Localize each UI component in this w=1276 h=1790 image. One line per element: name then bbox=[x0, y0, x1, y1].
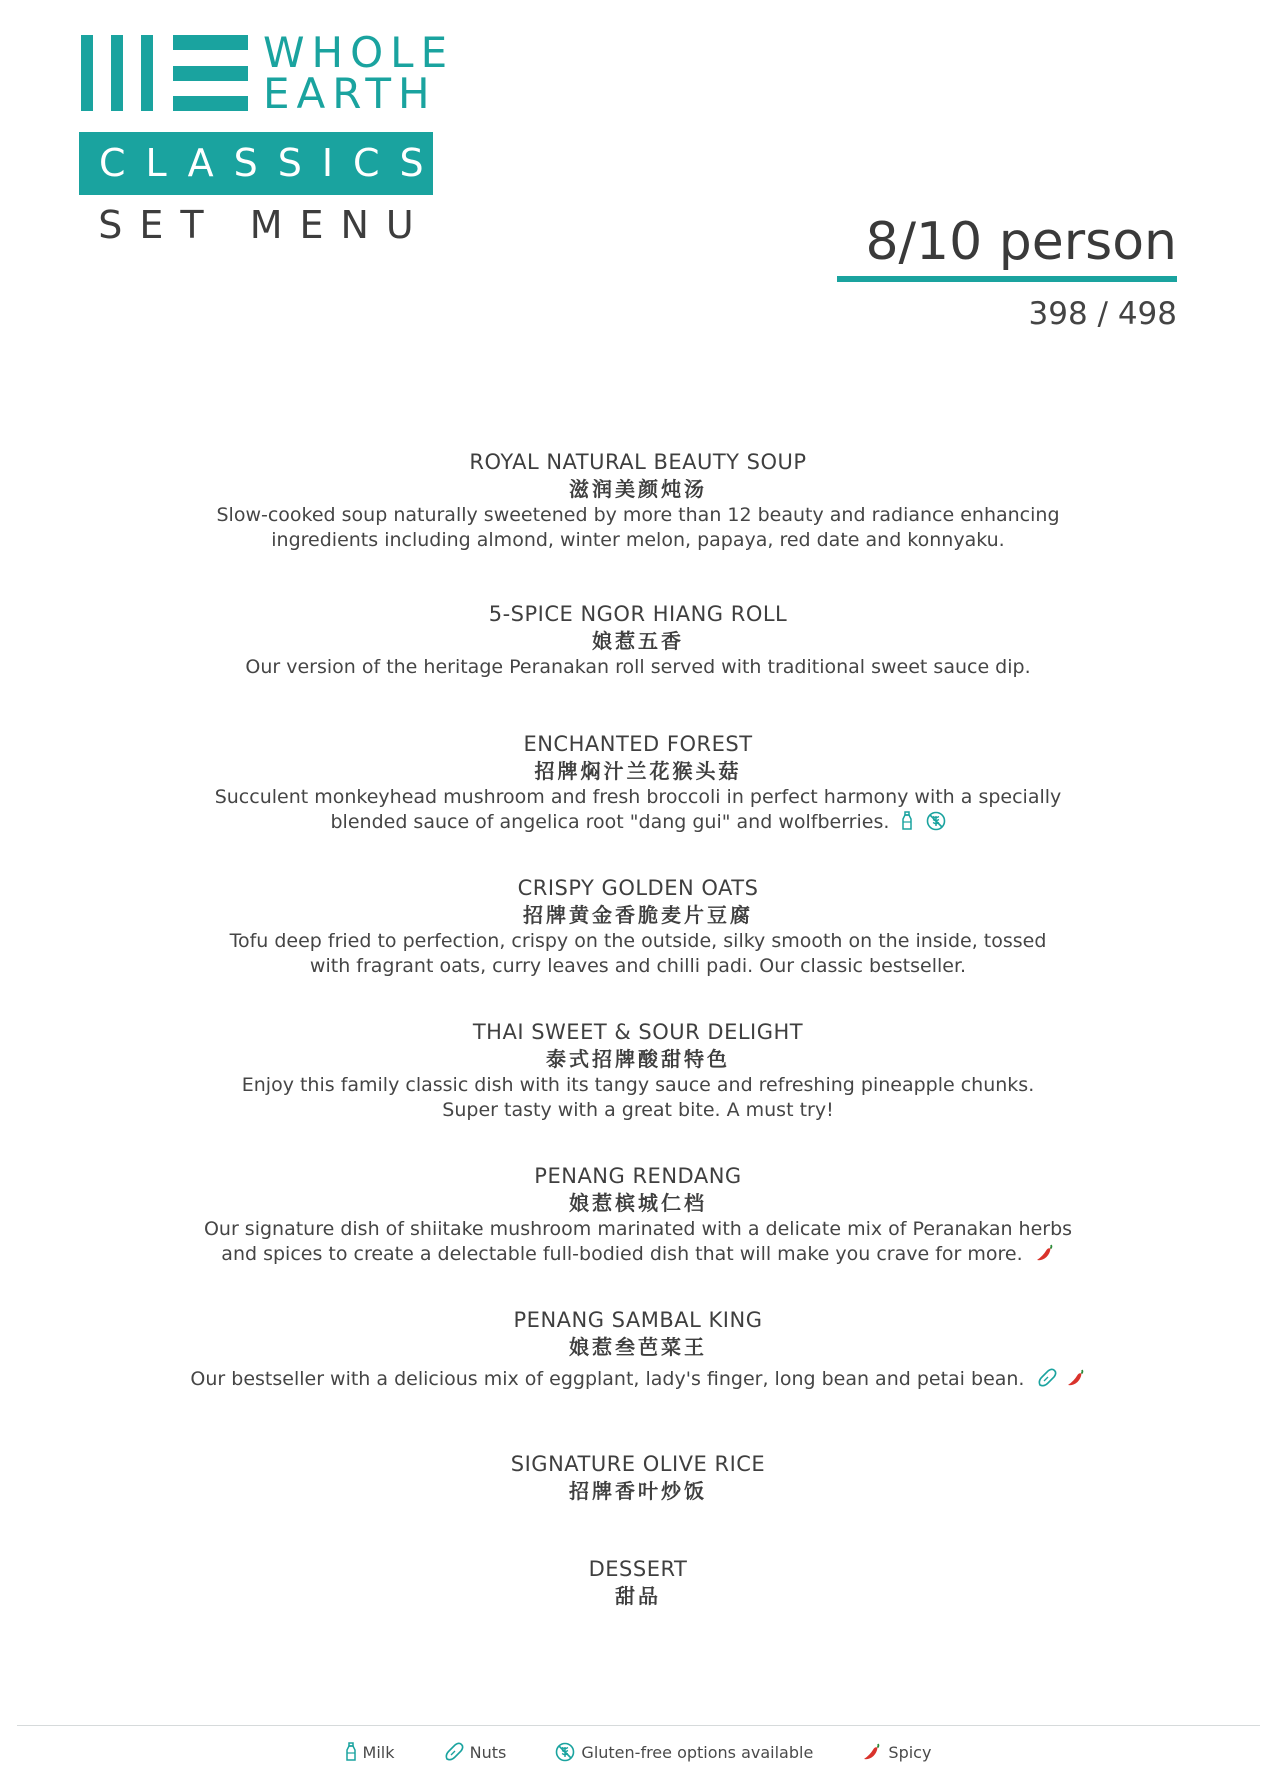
dish-item bbox=[138, 449, 1138, 553]
logo-word-whole: WHOLE bbox=[263, 28, 455, 77]
dish-name-chinese: 娘惹五香 bbox=[592, 629, 684, 653]
milk-icon bbox=[901, 811, 913, 831]
description-line: Our bestseller with a delicious mix of eggplant, lady's finger, long bean and petai bean. bbox=[190, 1368, 1025, 1390]
description-line: Slow-cooked soup naturally sweetened by more than 12 beauty and radiance enhancing bbox=[216, 504, 1060, 526]
dish-name: PENANG RENDANG bbox=[534, 1164, 742, 1188]
dish-item bbox=[138, 1451, 1138, 1505]
description-line: Tofu deep fried to perfection, crispy on the outside, silky smooth on the inside, tossed bbox=[229, 930, 1047, 952]
description-line-with-icons bbox=[138, 810, 1138, 835]
legend-label: Nuts bbox=[469, 1743, 507, 1762]
dish-name-chinese: 招牌黄金香脆麦片豆腐 bbox=[523, 903, 753, 927]
dish-item bbox=[138, 1163, 1138, 1267]
serving-info bbox=[837, 212, 1177, 334]
nuts-icon bbox=[1037, 1368, 1057, 1388]
legend-label: Gluten-free options available bbox=[581, 1743, 814, 1762]
dish-item bbox=[138, 875, 1138, 979]
legend-item-nuts bbox=[444, 1742, 507, 1764]
legend-item-spicy bbox=[862, 1742, 931, 1764]
description-line-with-icons bbox=[138, 1367, 1138, 1392]
dish-name: DESSERT bbox=[588, 1557, 688, 1581]
dish-name-chinese: 滋润美颜炖汤 bbox=[569, 477, 707, 501]
dish-description bbox=[138, 1217, 1138, 1267]
legend-item-milk bbox=[345, 1742, 395, 1764]
dish-name-chinese: 甜品 bbox=[615, 1584, 661, 1608]
serving-divider bbox=[837, 276, 1177, 282]
dish-description bbox=[138, 655, 1138, 680]
spicy-icon bbox=[1066, 1368, 1086, 1388]
description-line: Our signature dish of shiitake mushroom marinated with a delicate mix of Peranakan herbs bbox=[203, 1218, 1073, 1240]
spicy-icon bbox=[1035, 1243, 1055, 1263]
description-line: Our version of the heritage Peranakan roll served with traditional sweet sauce dip. bbox=[245, 656, 1031, 678]
nuts-icon bbox=[444, 1742, 464, 1762]
legend-label: Spicy bbox=[888, 1743, 932, 1762]
brand-logo bbox=[79, 28, 455, 247]
dish-name-chinese: 招牌焖汁兰花猴头菇 bbox=[534, 759, 742, 783]
legend-item-gluten-free bbox=[555, 1742, 813, 1764]
spicy-icon bbox=[862, 1742, 882, 1762]
dish-name: THAI SWEET & SOUR DELIGHT bbox=[472, 1020, 804, 1044]
dietary-legend bbox=[0, 1742, 1276, 1764]
description-line: blended sauce of angelica root "dang gui" and wolfberries. bbox=[330, 811, 890, 833]
dish-item bbox=[138, 1019, 1138, 1123]
legend-label: Milk bbox=[362, 1743, 395, 1762]
dish-name-chinese: 泰式招牌酸甜特色 bbox=[546, 1047, 730, 1071]
dish-name-chinese: 招牌香叶炒饭 bbox=[569, 1479, 707, 1503]
description-line: Enjoy this family classic dish with its tangy sauce and refreshing pineapple chunks. bbox=[241, 1074, 1035, 1096]
description-line: with fragrant oats, curry leaves and chilli padi. Our classic bestseller. bbox=[309, 955, 967, 977]
dish-item bbox=[138, 1556, 1138, 1610]
milk-icon bbox=[345, 1742, 357, 1762]
dish-name: SIGNATURE OLIVE RICE bbox=[510, 1452, 766, 1476]
gluten-free-icon bbox=[555, 1742, 575, 1762]
logo-mark-icon bbox=[81, 35, 248, 111]
dish-item bbox=[138, 601, 1138, 680]
description-line: Succulent monkeyhead mushroom and fresh broccoli in perfect harmony with a specially bbox=[214, 786, 1062, 808]
dish-name: PENANG SAMBAL KING bbox=[513, 1308, 763, 1332]
dish-name: ROYAL NATURAL BEAUTY SOUP bbox=[469, 450, 807, 474]
dish-name-chinese: 娘惹叁芭菜王 bbox=[569, 1335, 707, 1359]
description-line: ingredients including almond, winter melon, papaya, red date and konnyaku. bbox=[271, 529, 1005, 551]
logo-word-earth: EARTH bbox=[263, 69, 437, 118]
dish-name: 5-SPICE NGOR HIANG ROLL bbox=[488, 602, 788, 626]
logo-wordmark bbox=[263, 28, 455, 118]
dish-item bbox=[138, 1307, 1138, 1392]
dish-description bbox=[138, 785, 1138, 835]
dish-description bbox=[138, 503, 1138, 553]
dish-description bbox=[138, 929, 1138, 979]
classics-band: CLASSICS bbox=[79, 132, 433, 195]
dish-description bbox=[138, 1367, 1138, 1392]
description-line-with-icons bbox=[138, 1242, 1138, 1267]
footer-divider bbox=[17, 1725, 1260, 1726]
dish-name: ENCHANTED FOREST bbox=[523, 732, 753, 756]
serving-price: 398 / 498 bbox=[1028, 296, 1177, 332]
set-menu-title: SET MENU bbox=[98, 203, 431, 247]
dish-name: CRISPY GOLDEN OATS bbox=[517, 876, 759, 900]
dish-name-chinese: 娘惹槟城仁档 bbox=[569, 1191, 707, 1215]
dish-item bbox=[138, 731, 1138, 835]
serving-size: 8/10 person bbox=[865, 212, 1177, 272]
description-line: Super tasty with a great bite. A must try! bbox=[442, 1099, 834, 1121]
gluten-free-icon bbox=[926, 811, 946, 831]
dish-description bbox=[138, 1073, 1138, 1123]
description-line: and spices to create a delectable full-bodied dish that will make you crave for more. bbox=[221, 1243, 1023, 1265]
